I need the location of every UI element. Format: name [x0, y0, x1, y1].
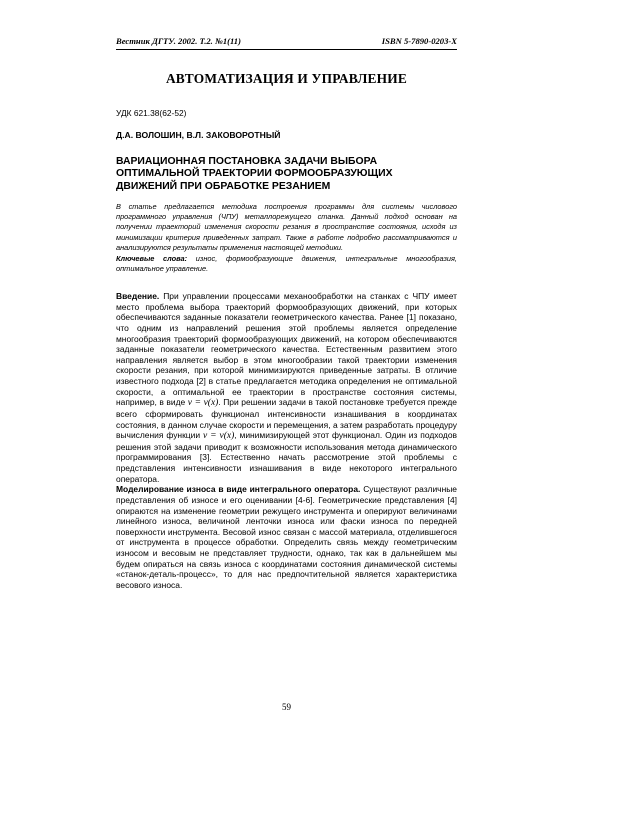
section-title: АВТОМАТИЗАЦИЯ И УПРАВЛЕНИЕ — [165, 71, 408, 86]
wear-modeling-heading: Моделирование износа в виде интегрального оператора. — [116, 484, 361, 495]
udc-code: УДК 621.38(62-52) — [116, 108, 187, 118]
keywords — [116, 254, 457, 274]
intro-text-2: . При решении задачи в такой постановке требуется прежде всего сформировать функционал интенсивности изнашивания в координатах состояния, в данном случае скорости и перемещения, а затем разработать процедуру вычисления функции — [116, 397, 457, 441]
isbn-label: ISBN 5-7890-0203-X — [381, 36, 457, 46]
wear-modeling-text: Существуют различные представления об износе и его оценивании [4-6]. Геометрические представления [4] опираются на изменение геометрии режущего инструмента и оперируют величинами линейного износа, величиной ленточки износа или фаски износа по передней поверхности инструмента. Весовой износ связан с массой материала, отделившегося от инструмента в процессе обработки. Определить связь между геометрическим износом и весовым не представляет трудности, однако, так как в дальнейшем мы будем опираться на связь износа с координатами состояния динамической системы «станок-деталь-процесс», то для нас предпочтительной является характеристика весового износа. — [116, 484, 457, 590]
running-header — [116, 36, 457, 46]
formula-v-of-x: v = v(x) — [187, 398, 219, 409]
intro-text-3: , минимизирующей этот функционал. Один из подходов решения этой задачи приводит к возможности использования метода динамического программирования [3]. Естественно начать рассмотрение этой проблемы с представления интенсивности изнашивания в виде некоторого интегрального оператора. — [116, 430, 458, 484]
page-number: 59 — [282, 702, 291, 712]
abstract: В статье предлагается методика построения программы для системы числового программного управления (ЧПУ) металлорежущего станка. Данный подход основан на получении траекторий изменения скорости резания в пространстве состояния, исходя из минимизации критерия приведенных затрат. Также в работе подробно рассматриваются и анализируются результаты применения настоящей методики. — [116, 202, 457, 252]
journal-citation: Вестник ДГТУ. 2002. Т.2. №1(11) — [116, 36, 241, 46]
intro-text-1: При управлении процессами механообработки на станках с ЧПУ имеет место проблема выбора траекторий формообразующих движений, при которых обеспечиваются заданные показатели геометрического качества. Ранее [1] показано, что одним из направлений решения этой проблемы является определение многообразия траекторий формообразующих движений, на котором обеспечиваются заданные показатели геометрического качества. Естественным развитием этого направления является выбор в этом многообразии такой траектории изменения скорости резания, при которой минимизируются приведенные затраты. В отличие известного подхода [2] в статье предлагается методика определения не оптимальной скорости, а оптимальной ее траектории в пространстве состояния системы, например, в виде — [116, 291, 457, 408]
keywords-text: износ, формообразующие движения, интегральные многообразия, оптимальное управление. — [116, 254, 457, 274]
authors: Д.А. ВОЛОШИН, В.Л. ЗАКОВОРОТНЫЙ — [116, 130, 281, 140]
intro-paragraph — [116, 291, 457, 484]
header-rule — [116, 49, 457, 50]
wear-modeling-paragraph — [116, 484, 457, 590]
keywords-label: Ключевые слова: — [116, 254, 188, 263]
formula-v-of-x-2: v = v(x) — [202, 431, 235, 442]
article-title: ВАРИАЦИОННАЯ ПОСТАНОВКА ЗАДАЧИ ВЫБОРА ОПТИМАЛЬНОЙ ТРАЕКТОРИИ ФОРМООБРАЗУЮЩИХ ДВИЖЕНИЙ ПРИ ОБРАБОТКЕ РЕЗАНИЕМ — [116, 156, 393, 192]
article-body — [116, 291, 457, 591]
intro-heading: Введение. — [116, 291, 160, 301]
